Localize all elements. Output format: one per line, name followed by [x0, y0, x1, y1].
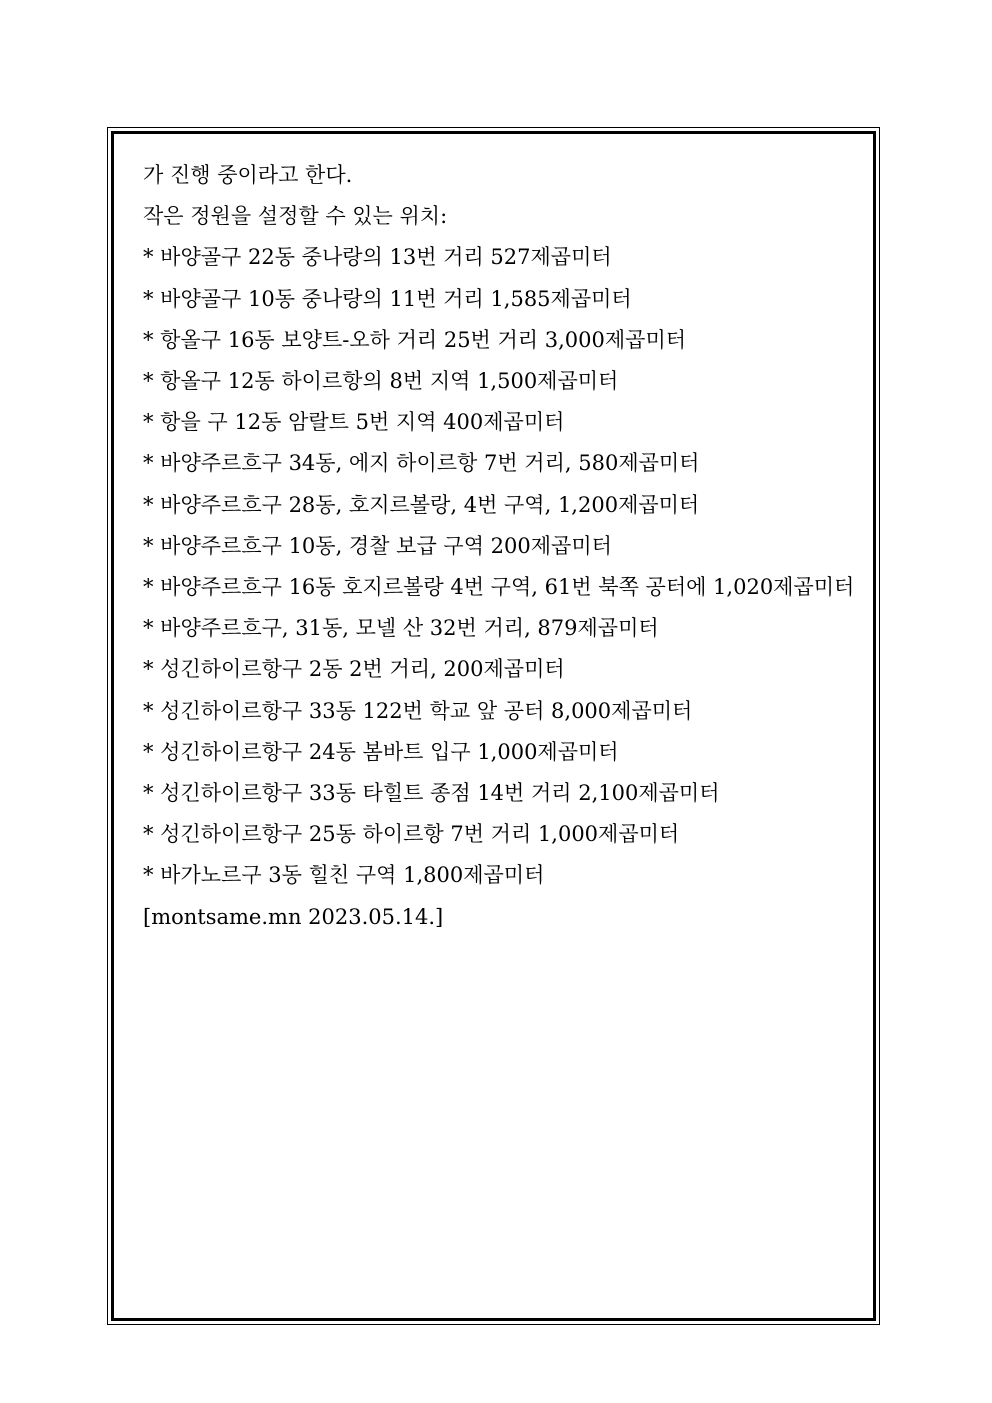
list-item: * 바양주르흐구 16동 호지르볼랑 4번 구역, 61번 북쪽 공터에 1,020제곱미터: [143, 575, 855, 600]
list-item: * 성긴하이르항구 2동 2번 거리, 200제곱미터: [143, 657, 565, 682]
list-item: * 항올구 12동 하이르항의 8번 지역 1,500제곱미터: [143, 369, 619, 394]
list-item: * 바양주르흐구 28동, 호지르볼랑, 4번 구역, 1,200제곱미터: [143, 492, 700, 517]
list-item: * 성긴하이르항구 33동 122번 학교 앞 공터 8,000제곱미터: [143, 698, 693, 723]
list-item: * 바양골구 22동 중나랑의 13번 거리 527제곱미터: [143, 245, 612, 270]
list-item: * 바양주르흐구 34동, 에지 하이르항 7번 거리, 580제곱미터: [143, 451, 700, 476]
list-item: * 바양주르흐구 10동, 경찰 보급 구역 200제곱미터: [143, 533, 612, 558]
list-item: * 바양골구 10동 중나랑의 11번 거리 1,585제곱미터: [143, 286, 632, 311]
list-item: * 바양주르흐구, 31동, 모넬 산 32번 거리, 879제곱미터: [143, 616, 659, 641]
locations-heading: 작은 정원을 설정할 수 있는 위치:: [143, 204, 448, 229]
list-item: * 항올구 16동 보양트-오하 거리 25번 거리 3,000제곱미터: [143, 327, 687, 352]
locations-list: [143, 237, 855, 896]
list-item: * 성긴하이르항구 25동 하이르항 7번 거리 1,000제곱미터: [143, 822, 680, 847]
list-item: * 성긴하이르항구 24동 봄바트 입구 1,000제곱미터: [143, 739, 619, 764]
list-item: * 성긴하이르항구 33동 타힐트 종점 14번 거리 2,100제곱미터: [143, 781, 720, 806]
intro-line: 가 진행 중이라고 한다.: [143, 163, 353, 187]
list-item: * 바가노르구 3동 힐친 구역 1,800제곱미터: [143, 863, 545, 888]
source-citation: [montsame.mn 2023.05.14.]: [143, 904, 444, 929]
list-item: * 항을 구 12동 암랄트 5번 지역 400제곱미터: [143, 410, 565, 435]
document-body: [143, 155, 855, 938]
